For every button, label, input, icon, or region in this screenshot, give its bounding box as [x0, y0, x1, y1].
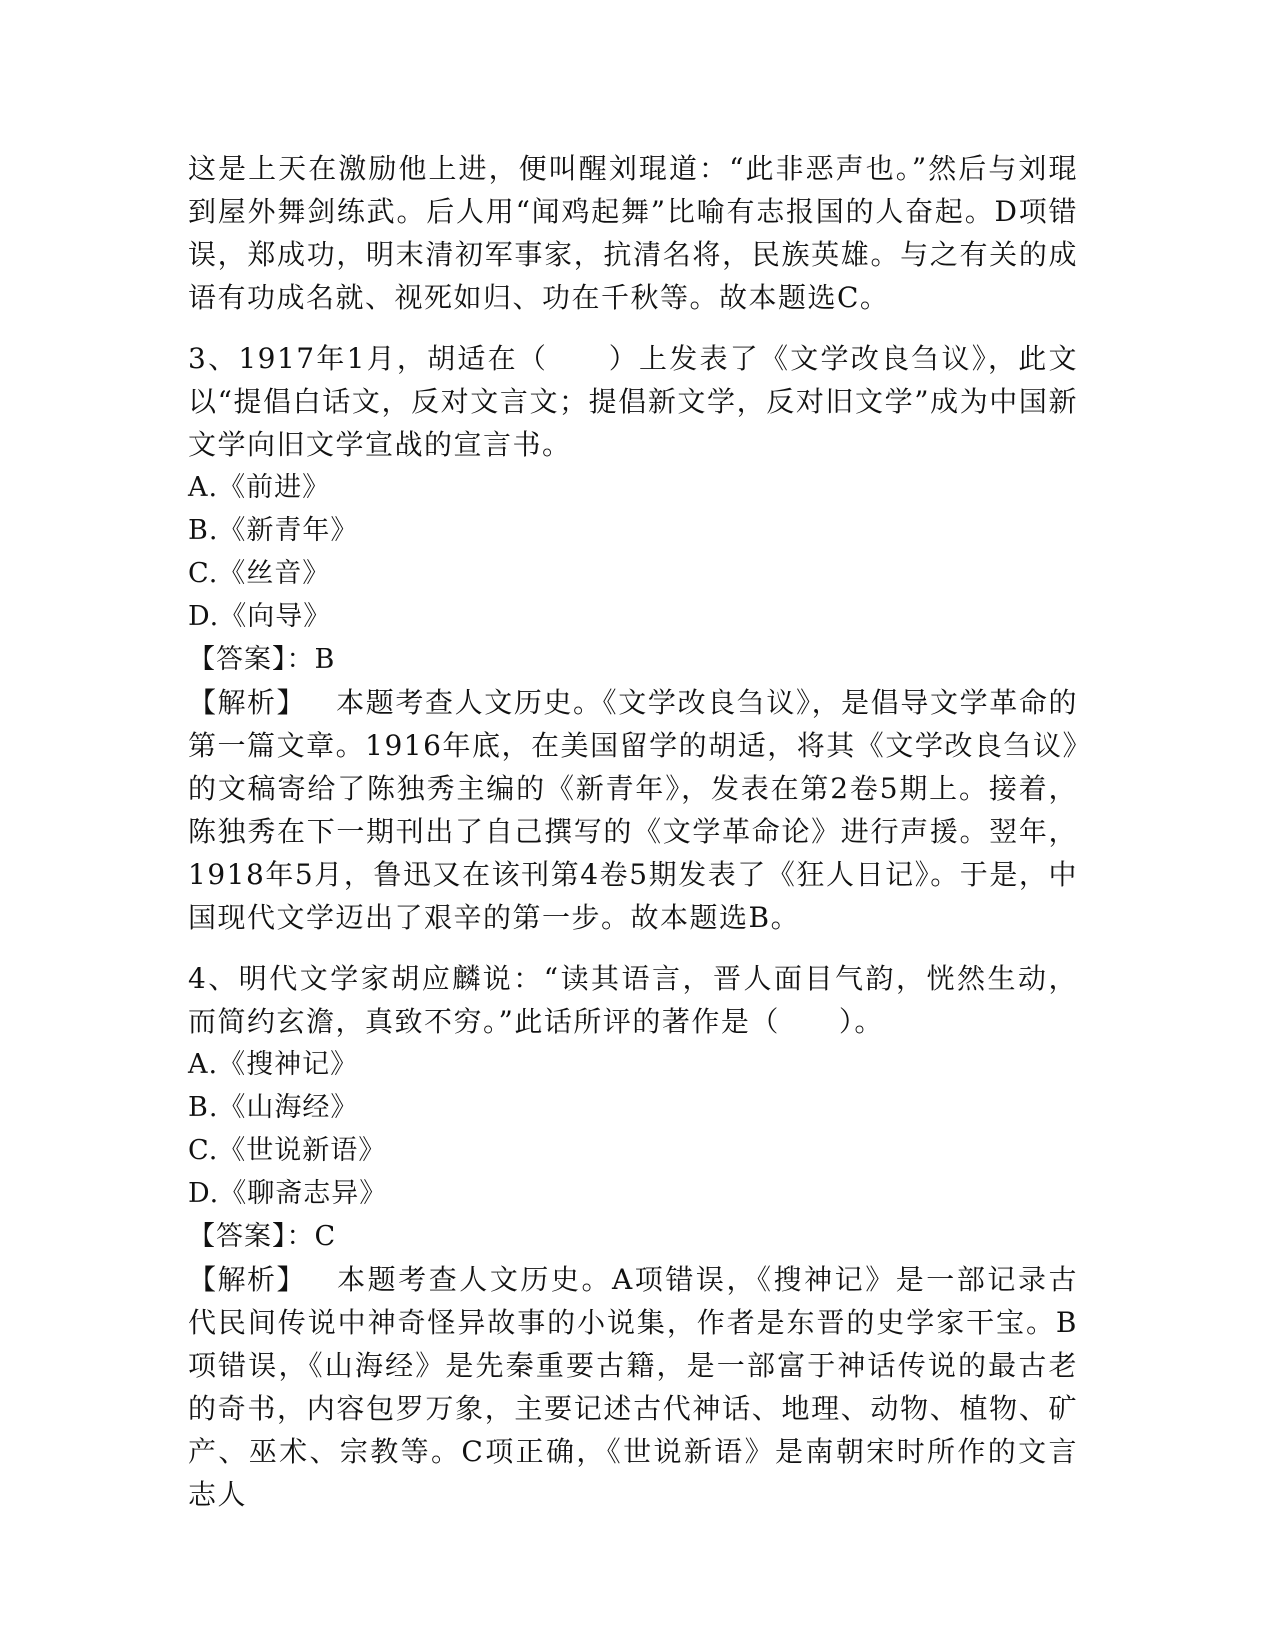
question-4 — [188, 957, 1078, 1516]
page-content — [188, 147, 1078, 1516]
question-3-option-d: D.《向导》 — [188, 601, 332, 632]
question-3-answer: 【答案】：B — [188, 644, 336, 675]
question-3-stem: 3、1917年1月，胡适在（ ）上发表了《文学改良刍议》，此文以“提倡白话文，反对文言文；提倡新文学，反对旧文学”成为中国新文学向旧文学宣战的宣言书。 — [188, 342, 1078, 461]
question-4-analysis — [188, 1258, 1078, 1516]
question-3-analysis — [188, 681, 1078, 939]
question-4-option-b: B.《山海经》 — [188, 1092, 359, 1123]
question-4-option-a: A.《搜神记》 — [188, 1049, 359, 1080]
intro-paragraph: 这是上天在激励他上进，便叫醒刘琨道：“此非恶声也。”然后与刘琨到屋外舞剑练武。后人用“闻鸡起舞”比喻有志报国的人奋起。D项错误，郑成功，明末清初军事家，抗清名将，民族英雄。与之有关的成语有功成名就、视死如归、功在千秋等。故本题选C。 — [188, 152, 1078, 314]
question-4-stem: 4、明代文学家胡应麟说：“读其语言，晋人面目气韵，恍然生动，而简约玄澹，真致不穷。”此话所评的著作是（ ）。 — [188, 962, 1078, 1038]
question-4-option-c: C.《世说新语》 — [188, 1135, 387, 1166]
question-3 — [188, 337, 1078, 939]
question-3-option-c: C.《丝音》 — [188, 558, 331, 589]
question-3-analysis-text: 本题考查人文历史。《文学改良刍议》，是倡导文学革命的第一篇文章。1916年底，在美国留学的胡适，将其《文学改良刍议》的文稿寄给了陈独秀主编的《新青年》，发表在第2卷5期上。接着，陈独秀在下一期刊出了自己撰写的《文学革命论》进行声援。翌年，1918年5月，鲁迅又在该刊第4卷5期发表了《狂人日记》。于是，中国现代文学迈出了艰辛的第一步。故本题选B。 — [188, 686, 1078, 934]
question-3-option-b: B.《新青年》 — [188, 515, 359, 546]
question-4-analysis-text: 本题考查人文历史。A项错误，《搜神记》是一部记录古代民间传说中神奇怪异故事的小说集，作者是东晋的史学家干宝。B项错误，《山海经》是先秦重要古籍，是一部富于神话传说的最古老的奇书，内容包罗万象，主要记述古代神话、地理、动物、植物、矿产、巫术、宗教等。C项正确，《世说新语》是南朝宋时所作的文言志人 — [188, 1263, 1078, 1511]
question-3-analysis-label: 【解析】 — [188, 686, 307, 719]
question-4-answer: 【答案】：C — [188, 1221, 337, 1252]
question-4-analysis-label: 【解析】 — [188, 1263, 307, 1296]
question-3-option-a: A.《前进》 — [188, 472, 331, 503]
question-4-option-d: D.《聊斋志异》 — [188, 1178, 388, 1209]
